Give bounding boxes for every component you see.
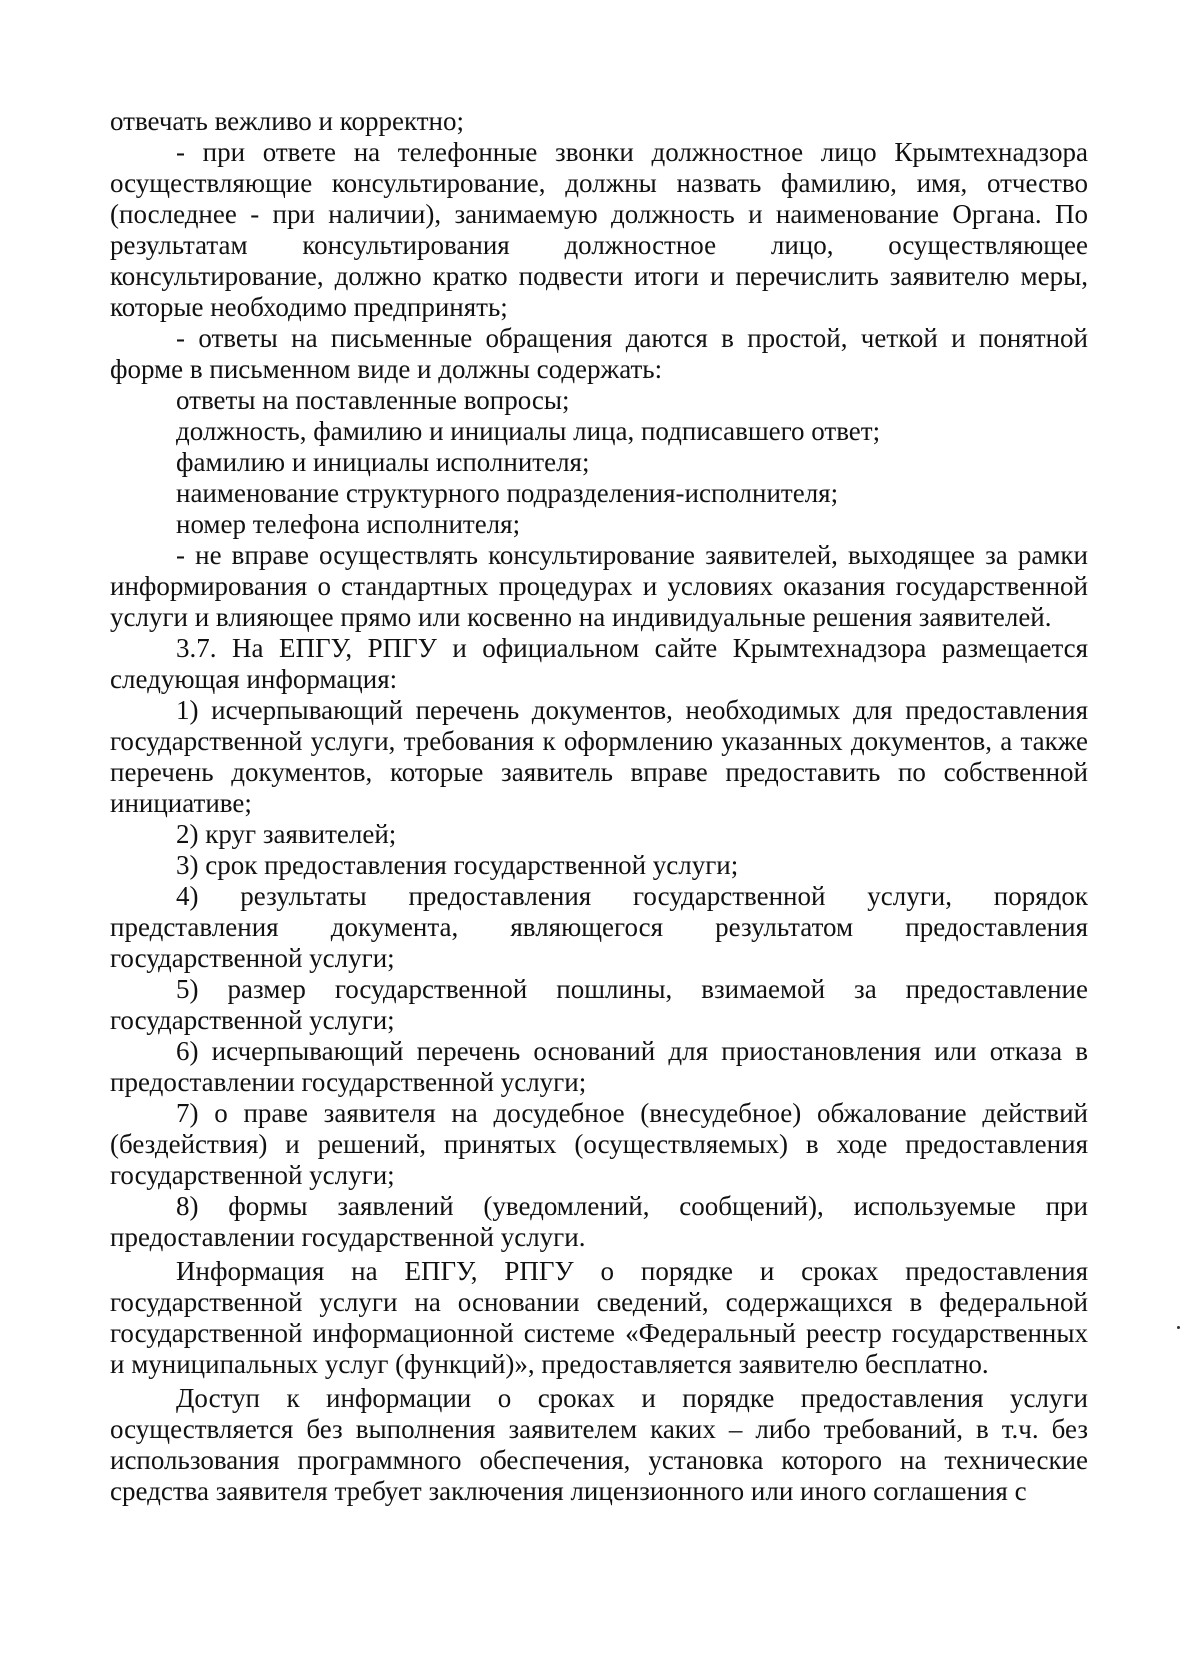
paragraph: 2) круг заявителей; xyxy=(176,819,397,849)
paragraph: 6) исчерпывающий перечень оснований для приостановления или отказа в предоставлении государственной услуги; xyxy=(110,1036,1088,1097)
paragraph: ответы на поставленные вопросы; xyxy=(176,385,570,415)
document-body xyxy=(110,106,1088,1507)
paragraph: 1) исчерпывающий перечень документов, необходимых для предоставления государственной услуги, требования к оформлению указанных документов, а также перечень документов, которые заявитель вправе предоставить по собственной инициативе; xyxy=(110,695,1088,818)
scan-speck xyxy=(1177,1326,1180,1329)
paragraph: отвечать вежливо и корректно; xyxy=(110,106,464,136)
paragraph: 3) срок предоставления государственной услуги; xyxy=(176,850,739,880)
paragraph: номер телефона исполнителя; xyxy=(176,509,521,539)
paragraph: - при ответе на телефонные звонки должностное лицо Крымтехнадзора осуществляющие консультирование, должны назвать фамилию, имя, отчество (последнее - при наличии), занимаемую должность и наименование Органа. По результатам консультирования должностное лицо, осуществляющее консультирование, должно кратко подвести итоги и перечислить заявителю меры, которые необходимо предпринять; xyxy=(110,137,1088,322)
paragraph: фамилию и инициалы исполнителя; xyxy=(176,447,590,477)
paragraph: наименование структурного подразделения-исполнителя; xyxy=(176,478,839,508)
paragraph: 5) размер государственной пошлины, взимаемой за предоставление государственной услуги; xyxy=(110,974,1088,1035)
paragraph: 8) формы заявлений (уведомлений, сообщений), используемые при предоставлении государственной услуги. xyxy=(110,1191,1088,1252)
paragraph: 7) о праве заявителя на досудебное (внесудебное) обжалование действий (бездействия) и решений, принятых (осуществляемых) в ходе предоставления государственной услуги; xyxy=(110,1098,1088,1190)
paragraph: - не вправе осуществлять консультирование заявителей, выходящее за рамки информирования о стандартных процедурах и условиях оказания государственной услуги и влияющее прямо или косвенно на индивидуальные решения заявителей. xyxy=(110,540,1088,632)
paragraph: Доступ к информации о сроках и порядке предоставления услуги осуществляется без выполнения заявителем каких – либо требований, в т.ч. без использования программного обеспечения, установка которого на технические средства заявителя требует заключения лицензионного или иного соглашения с xyxy=(110,1383,1088,1506)
paragraph: Информация на ЕПГУ, РПГУ о порядке и сроках предоставления государственной услуги на основании сведений, содержащихся в федеральной государственной информационной системе «Федеральный реестр государственных и муниципальных услуг (функций)», предоставляется заявителю бесплатно. xyxy=(110,1256,1088,1379)
paragraph: 3.7. На ЕПГУ, РПГУ и официальном сайте Крымтехнадзора размещается следующая информация: xyxy=(110,633,1088,694)
paragraph: 4) результаты предоставления государственной услуги, порядок представления документа, являющегося результатом предоставления государственной услуги; xyxy=(110,881,1088,973)
paragraph: должность, фамилию и инициалы лица, подписавшего ответ; xyxy=(176,416,881,446)
paragraph: - ответы на письменные обращения даются в простой, четкой и понятной форме в письменном виде и должны содержать: xyxy=(110,323,1088,384)
